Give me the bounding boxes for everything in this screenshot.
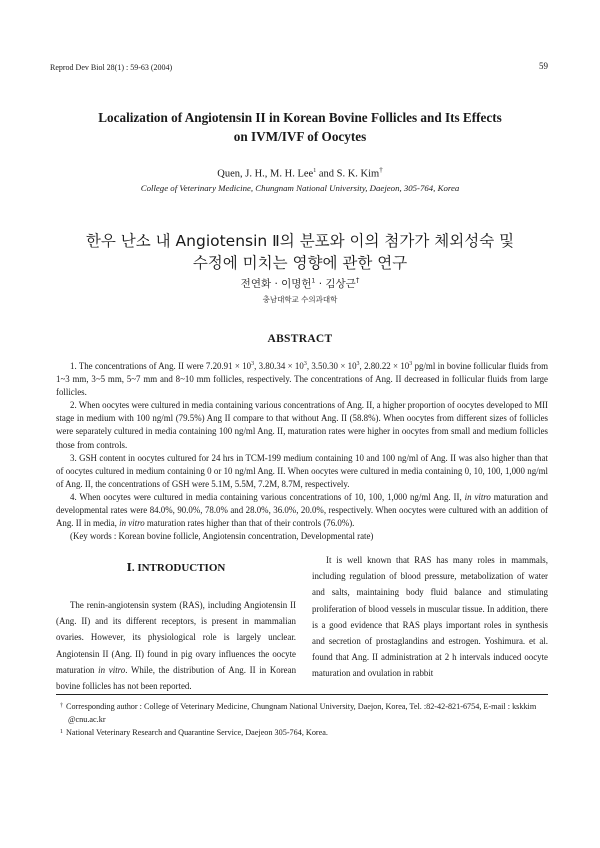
footnote-mark-dagger: † [60, 703, 63, 709]
title-line-1: Localization of Angiotensin II in Korean Bovine Follicles and Its Effects [98, 110, 502, 125]
abstract-keywords: (Key words : Korean bovine follicle, Angiotensin concentration, Developmental rate) [70, 531, 374, 542]
korean-author-list [40, 276, 560, 291]
korean-authors-2: · 김상근 [315, 278, 356, 290]
footnote-affiliation: $^1$ National Veterinary Research and Quarantine Service, Daejeon 305-764, Korea. [60, 728, 328, 737]
korean-author-mark-1: 1 [311, 277, 316, 285]
introduction-heading: Ⅰ. INTRODUCTION [126, 562, 226, 574]
title-line-2: on IVM/IVF of Oocytes [233, 129, 367, 144]
author-affiliation: College of Veterinary Medicine, Chungnam National University, Daejeon, 305-764, Korea [140, 183, 460, 193]
introduction-right-column [312, 552, 548, 682]
korean-title-line-1: 한우 난소 내 Angiotensin Ⅱ의 분포와 이의 첨가가 체외성숙 및 [85, 232, 515, 250]
author-names-1: Quen, J. H., M. H. Lee [217, 168, 314, 180]
intro-paragraph-1: The renin-angiotensin system (RAS), including Angiotensin II (Ang. II) and its different receptors, is present in mammalian ovaries. However, its physiological role is largely unclear. Angiotensin II (Ang. II) found in pig ovary influences the oocyte maturation in vitro. While, the distribution of Ang. II in Korean bovine follicles has not been reported. [56, 600, 297, 692]
korean-authors-1: 전연화 · 이명헌 [240, 278, 312, 290]
footnote-mark-1: 1 [60, 729, 63, 735]
author-mark-1: 1 [313, 168, 317, 174]
author-list [40, 166, 560, 180]
abstract-paragraph-4: 4. When oocytes were cultured in media containing various concentrations of 10, 100, 1,000 ng/ml Ang. II, in vitro maturation and developmental rates were 84.0%, 90.0%, 78.0% and 28.0%, 36.0%, 20.0%, respectively. When oocytes were cultured with an addition of Ang. II in media, in vitro maturation rates higher than that of their controls (76.0%). [56, 491, 548, 529]
intro-paragraph-2: It is well known that RAS has many roles in mammals, including regulation of blood pressure, metabolization of water and salts, maintaining body fluid balance and stimulating proliferation of blood vessels in muscular tissue. In addition, there is a good evidence that RAS plays important roles in synthesis and secretion of prostaglandins and estrogen. Yoshimura. et al. found that Ang. II administration at 2 h intervals induced oocyte maturation and ovulation in rabbit [312, 555, 548, 679]
footnote-divider [56, 694, 548, 695]
paper-title [40, 108, 560, 146]
author-mark-2: † [379, 166, 383, 174]
abstract-paragraph-3: 3. GSH content in oocytes cultured for 24 hrs in TCM-199 medium containing 10 and 100 ng/ml of Ang. II was also higher than that of oocytes cultured in medium containing 0 or 10 ng/ml Ang. II. When oocytes were cultured in media containing 0, 10, 100, 1,000 ng/ml of Ang. II, the concentrations of GSH were 5.1M, 5.5M, 7.2M, 8.7M, respectively. [56, 452, 548, 489]
abstract-body [56, 360, 548, 543]
abstract-heading: ABSTRACT [267, 333, 333, 345]
korean-author-mark-2: † [355, 276, 360, 285]
page-number: 59 [539, 61, 548, 71]
abstract-paragraph-2: 2. When oocytes were cultured in media containing various concentrations of Ang. II, a higher proportion of oocytes developed to MII stage in medium with 100 ng/ml (79.5%) Ang II compare to that without Ang. II (58.8%). When oocytes from different sizes of follicles were separately cultured in media containing 100 ng/ml Ang. II, maturation rates were higher in oocytes from small and medium follicles those from controls. [56, 400, 548, 450]
korean-title [40, 230, 560, 274]
korean-affiliation: 충남대학교 수의과대학 [262, 295, 338, 304]
running-header: Reprod Dev Biol 28(1) : 59-63 (2004) [50, 63, 173, 72]
author-names-2: and S. K. Kim [316, 168, 380, 180]
introduction-left-column [56, 597, 296, 694]
footnote-corresponding-author: † Corresponding author : College of Veterinary Medicine, Chungnam National University, Daejon, Korea, Tel. :82-42-821-6754, E-mail : kskkim @cnu.ac.kr [60, 702, 537, 724]
korean-title-line-2: 수정에 미치는 영향에 관한 연구 [192, 254, 408, 272]
abstract-paragraph-1: 1. The concentrations of Ang. II were $7.20.91 \times 10^3$, $3.80.34 \times 10^3$, $3.50.30 \times 10^3$, $2.80.22 \times 10^3$ pg/ml in bovine follicular fluids from 1~3 mm, 3~5 mm, 5~7 mm and 8~10 mm follicles, respectively. The concentrations of Ang. II decreased in follicular fluids from large follicles. [56, 361, 548, 398]
